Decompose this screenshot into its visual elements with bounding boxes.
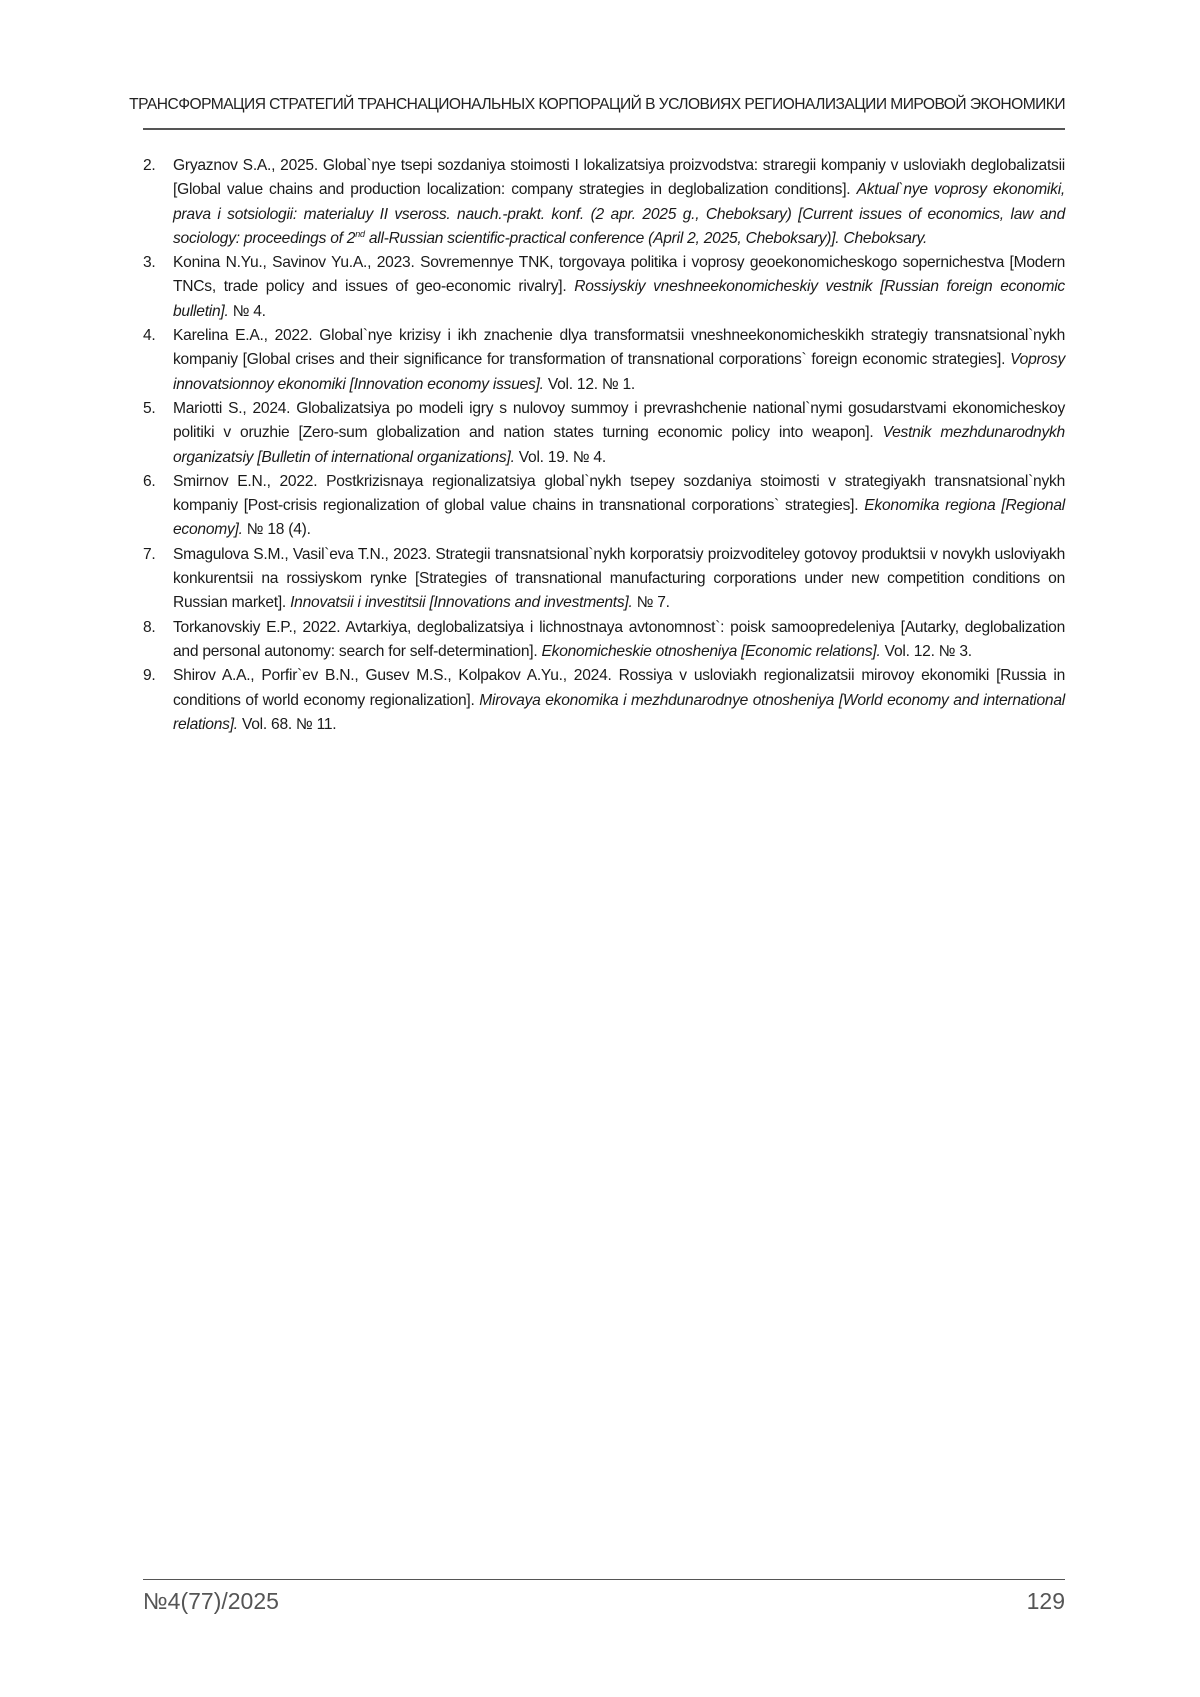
reference-item (143, 616, 1065, 665)
page-number: 129 (1026, 1588, 1065, 1614)
reference-text: Konina N.Yu., Savinov Yu.A., 2023. Sovremennye TNK, torgovaya politika i voprosy geoekonomicheskogo sopernichestva [Modern TNCs, trade policy and issues of geo-economic rivalry]. Rossiyskiy vneshneekonomicheskiy vestnik [Russian foreign economic bulletin]. № 4. (173, 254, 1065, 320)
reference-number: 5. (143, 399, 156, 417)
reference-list (143, 154, 1065, 737)
issue-number: №4(77)/2025 (143, 1588, 279, 1614)
reference-source: Ekonomika regiona [Regional economy]. (173, 497, 1065, 539)
reference-text: Smagulova S.M., Vasil`eva T.N., 2023. Strategii transnatsional`nykh korporatsiy proizvoditeley gotovoy produktsii v novykh usloviyakh konkurentsii na rossiyskom rynke [Strategies of transnational manufacturing corporations under new competition conditions on Russian market]. Innovatsii i investitsii [Innovations and investments]. № 7. (173, 545, 1065, 612)
reference-source: Aktual`nye voprosy ekonomiki, prava i sotsiologii: materialuy II vseross. nauch.-prakt. konf. (2 apr. 2025 g., Cheboksary) [Current issues of economics, law and sociology: proceedings of 2nd all-Russian scientific-practical conference (April 2, 2025, Cheboksary)]. Cheboksary. (173, 181, 1065, 247)
reference-item (143, 251, 1065, 324)
reference-number: 2. (143, 157, 156, 174)
reference-number: 3. (143, 254, 156, 272)
reference-source: Rossiyskiy vneshneekonomicheskiy vestnik [Russian foreign economic bulletin]. (173, 278, 1065, 320)
reference-text: Torkanovskiy E.P., 2022. Avtarkiya, deglobalizatsiya i lichnostnaya avtonomnost`: poisk samoopredeleniya [Autarky, deglobalization and personal autonomy: search for self-determination]. Ekonomicheskie otnosheniya [Economic relations]. Vol. 12. № 3. (173, 618, 1065, 660)
reference-source: Ekonomicheskie otnosheniya [Economic relations]. (541, 642, 881, 660)
reference-number: 8. (143, 618, 156, 636)
reference-text: Shirov A.A., Porfir`ev B.N., Gusev M.S., Kolpakov A.Yu., 2024. Rossiya v usloviakh regionalizatsii mirovoy ekonomiki [Russia in conditions of world economy regionalization]. Mirovaya ekonomika i mezhdunarodnye otnosheniya [World economy and international relations]. Vol. 68. № 11. (173, 667, 1065, 733)
reference-number: 4. (143, 327, 156, 345)
reference-item (143, 324, 1065, 397)
reference-text: Karelina E.A., 2022. Global`nye krizisy i ikh znachenie dlya transformatsii vneshneekonomicheskikh strategiy transnatsional`nykh kompaniy [Global crises and their significance for transformation of transnational corporations` foreign economic strategies]. Voprosy innovatsionnoy ekonomiki [Innovation economy issues]. Vol. 12. № 1. (173, 327, 1065, 393)
page-footer (143, 1579, 1065, 1614)
reference-source: Innovatsii i investitsii [Innovations and investments]. (290, 594, 633, 612)
reference-item (143, 543, 1065, 616)
reference-number: 9. (143, 667, 156, 685)
journal-header-title: ТРАНСФОРМАЦИЯ СТРАТЕГИЙ ТРАНСНАЦИОНАЛЬНЫХ КОРПОРАЦИЙ В УСЛОВИЯХ РЕГИОНАЛИЗАЦИИ МИРОВОЙ ЭКОНОМИКИ (129, 96, 1065, 113)
reference-item (143, 154, 1065, 251)
reference-text: Mariotti S., 2024. Globalizatsiya po modeli igry s nulovoy summoy i prevrashchenie national`nymi gosudarstvami ekonomicheskoy politiki v oruzhie [Zero-sum globalization and nation states turning economic policy into weapon]. Vestnik mezhdunarodnykh organizatsiy [Bulletin of international organizations]. Vol. 19. № 4. (173, 399, 1065, 466)
reference-text: Gryaznov S.A., 2025. Global`nye tsepi sozdaniya stoimosti I lokalizatsiya proizvodstva: straregii kompaniy v usloviakh deglobalizatsii [Global value chains and production localization: company strategies in deglobalization conditions]. Aktual`nye voprosy ekonomiki, prava i sotsiologii: materialuy II vseross. nauch.-prakt. konf. (2 apr. 2025 g., Cheboksary) [Current issues of economics, law and sociology: proceedings of 2nd all-Russian scientific-practical conference (April 2, 2025, Cheboksary)]. Cheboksary. (173, 157, 1065, 247)
reference-text: Smirnov E.N., 2022. Postkrizisnaya regionalizatsiya global`nykh tsepey sozdaniya stoimosti v strategiyakh transnatsional`nykh kompaniy [Post-crisis regionalization of global value chains in transnational corporations` strategies]. Ekonomika regiona [Regional economy]. № 18 (4). (173, 472, 1065, 539)
reference-item (143, 397, 1065, 470)
reference-source: Vestnik mezhdunarodnykh organizatsiy [Bulletin of international organizations]. (173, 424, 1065, 466)
reference-number: 6. (143, 472, 156, 490)
reference-item (143, 470, 1065, 543)
reference-item (143, 664, 1065, 737)
reference-number: 7. (143, 545, 156, 563)
reference-source: Mirovaya ekonomika i mezhdunarodnye otnosheniya [World economy and international relations]. (173, 691, 1065, 733)
running-header (129, 92, 1065, 130)
reference-source: Voprosy innovatsionnoy ekonomiki [Innovation economy issues]. (173, 351, 1065, 393)
